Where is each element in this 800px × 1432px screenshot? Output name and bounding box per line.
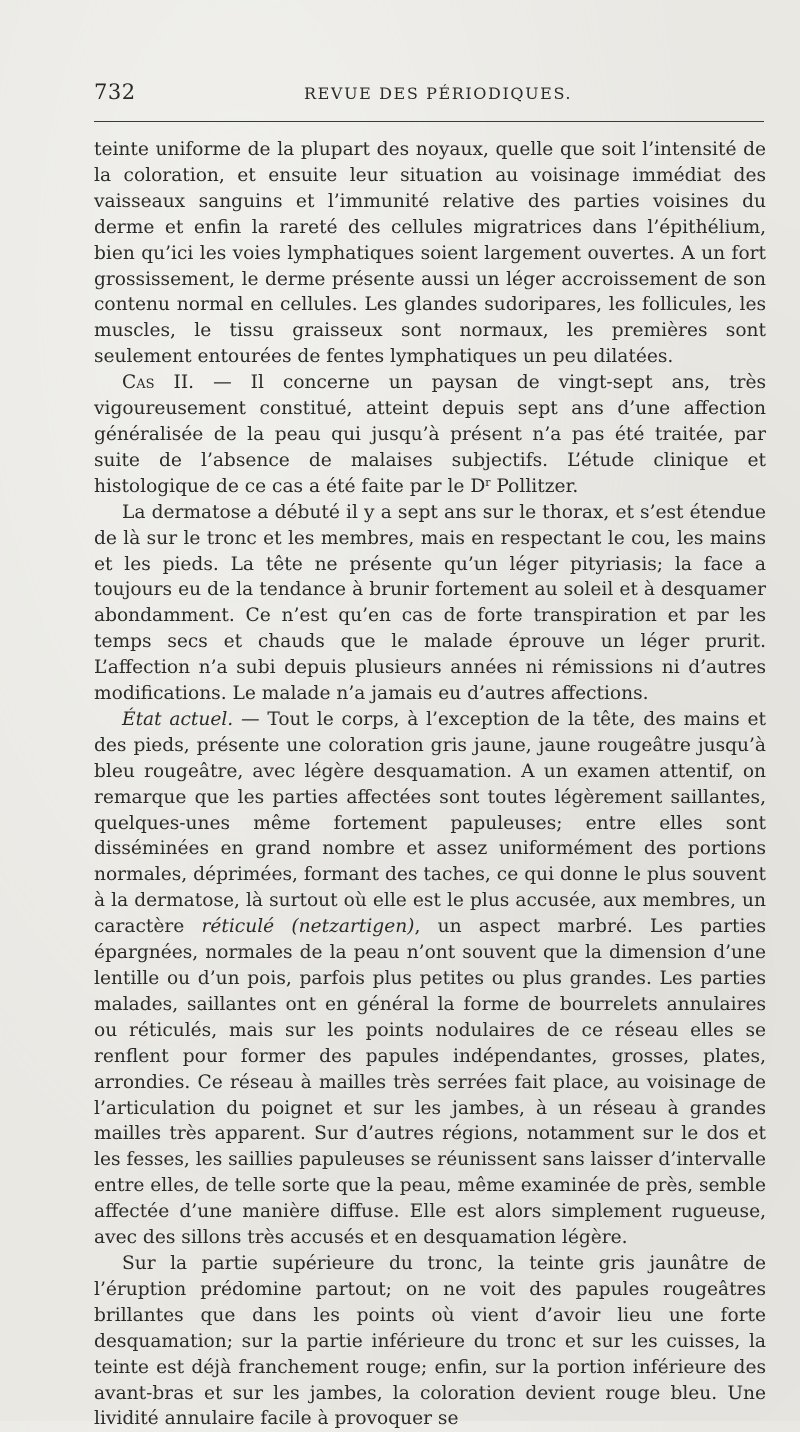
paragraph-2-text: — Il concerne un paysan de vingt-sept ans, très vigoureusement constitué, atteint depuis sept ans d’une affection généralisée de la peau qui jusqu’à présent n’a pas été traitée, par suite de l’absence de malaises subjectifs. L’étude clinique et histologique de ce cas a été faite par le D bbox=[94, 372, 766, 497]
paragraph-2-cas-ii bbox=[94, 370, 766, 500]
running-title: REVUE DES PÉRIODIQUES. bbox=[304, 84, 573, 103]
paragraph-4-text-2: , un aspect marbré. Les parties épargnées, normales de la peau n’ont souvent que la dimension d’une lentille ou d’un pois, parfois plus petites ou plus grandes. Les parties malades, saillantes ont en général la forme de bourrelets annulaires ou réticulés, mais sur les points nodulaires de ce réseau elles se renflent pour former des papules indépendantes, grosses, plates, arrondies. Ce réseau à mailles très serrées fait place, au voisinage de l’articulation du poignet et sur les jambes, à un réseau à grandes mailles très apparent. Sur d’autres régions, notamment sur le dos et les fesses, les saillies papuleuses se réunissent sans laisser d’intervalle entre elles, de telle sorte que la peau, même examinée de près, semble affectée d’une manière diffuse. Elle est alors simplement rugueuse, avec des sillons très accusés et en desquamation légère. bbox=[94, 916, 766, 1249]
paragraph-5: Sur la partie supérieure du tronc, la teinte gris jaunâtre de l’éruption prédomine partout; on ne voit des papules rougeâtres brillantes que dans les points où vient d’avoir lieu une forte desquamation; sur la partie inférieure du tronc et sur les cuisses, la teinte est déjà franchement rouge; enfin, sur la portion inférieure des avant-bras et sur les jambes, la coloration devient rouge bleu. Une lividité annulaire facile à provoquer se bbox=[94, 1252, 766, 1430]
paragraph-4-text-1: — Tout le corps, à l’exception de la tête, des mains et des pieds, présente une coloration gris jaune, jaune rougeâtre jusqu’à bleu rougeâtre, avec légère desquamation. A un examen attentif, on remarque que les parties affectées sont toutes légèrement saillantes, quelques-unes même fortement papuleuses; entre elles sont disséminées en grand nombre et assez uniformément des portions normales, déprimées, formant des taches, ce qui donne le plus souvent à la dermatose, là surtout où elle est le plus accusée, aux membres, un caractère bbox=[94, 708, 766, 938]
paragraph-4-etat-actuel bbox=[94, 707, 766, 1251]
page-number: 732 bbox=[94, 80, 136, 104]
doctor-abbrev-sup: r bbox=[485, 475, 491, 489]
paragraph-3: La dermatose a débuté il y a sept ans sur le thorax, et s’est étendue de là sur le tronc et les membres, mais en respectant le cou, les mains et les pieds. La tête ne présente qu’un léger pityriasis; la face a toujours eu de la tendance à brunir fortement au soleil et à desquamer abondamment. Ce n’est qu’en cas de forte transpiration et par les temps secs et chauds que le malade éprouve un léger prurit. L’affection n’a subi depuis plusieurs années ni rémissions ni d’autres modifications. Le malade n’a jamais eu d’autres affections. bbox=[94, 501, 766, 705]
page-header bbox=[94, 80, 764, 108]
paragraph-1: teinte uniforme de la plupart des noyaux, quelle que soit l’intensité de la coloration, et ensuite leur situation au voisinage immédiat des vaisseaux sanguins et l’immunité relative des parties voisines du derme et enfin la rareté des cellules migratrices dans l’épithélium, bien qu’ici les voies lymphatiques soient largement ouvertes. A un fort grossissement, le derme présente aussi un léger accroissement de son contenu normal en cellules. Les glandes sudoripares, les follicules, les muscles, le tissu graisseux sont normaux, les premières sont seulement entourées de fentes lymphatiques un peu dilatées. bbox=[94, 139, 766, 368]
paragraph-2-tail: Pollitzer. bbox=[490, 475, 579, 497]
term-reticule: réticulé (netzartigen) bbox=[201, 916, 415, 938]
header-rule bbox=[94, 121, 764, 122]
section-lead: État actuel. bbox=[122, 708, 234, 730]
body-text bbox=[94, 137, 766, 1432]
case-heading: Cas II. bbox=[122, 372, 195, 394]
